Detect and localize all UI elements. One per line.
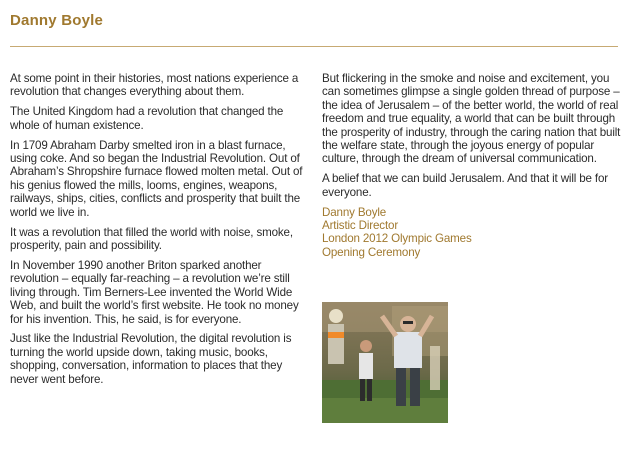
photo-illustration (322, 302, 448, 423)
photo-danny-boyle (322, 302, 448, 423)
left-column (10, 72, 310, 393)
header-divider (10, 46, 618, 47)
paragraph: It was a revolution that filled the world with noise, smoke, prosperity, pain and possibility. (10, 225, 293, 252)
paragraph: At some point in their histories, most nations experience a revolution that changes everything about them. (10, 72, 299, 99)
signature-ceremony: Opening Ceremony (322, 245, 421, 259)
paragraph: A belief that we can build Jerusalem. And that it will be for everyone. (322, 172, 609, 199)
signature-name: Danny Boyle (322, 205, 387, 219)
signature-role: Artistic Director (322, 219, 399, 233)
paragraph: In 1709 Abraham Darby smelted iron in a blast furnace, using coke. And so began the Industrial Revolution. Out of Abraham’s Shropshire furnace flowed molten metal. Out of his genius flowed the mills, looms, engines, weapons, railways, ships, cities, conflicts and prosperity that built the world we live in. (10, 138, 303, 219)
signature-event: London 2012 Olympic Games (322, 232, 472, 246)
right-column (322, 72, 622, 259)
signature-block (322, 206, 622, 260)
paragraph: But flickering in the smoke and noise and excitement, you can sometimes glimpse a single golden thread of purpose – the idea of Jerusalem – of the better world, the world of real freedom and true equality, a world that can be built through the prosperity of industry, through the caring nation that built the welfare state, through the joyous energy of popular culture, through the dream of universal communication. (322, 72, 621, 166)
paragraph: The United Kingdom had a revolution that changed the whole of human existence. (10, 105, 284, 132)
page-title: Danny Boyle (10, 12, 104, 29)
paragraph: Just like the Industrial Revolution, the digital revolution is turning the world upside down, taking music, books, shopping, conversation, information to places that they never went before. (10, 332, 292, 386)
paragraph: In November 1990 another Briton sparked another revolution – equally far-reaching – a revolution we’re still living through. Tim Berners-Lee invented the World Wide Web, and built the world’s first website. He took no money for his invention. This, he said, is for everyone. (10, 258, 299, 326)
